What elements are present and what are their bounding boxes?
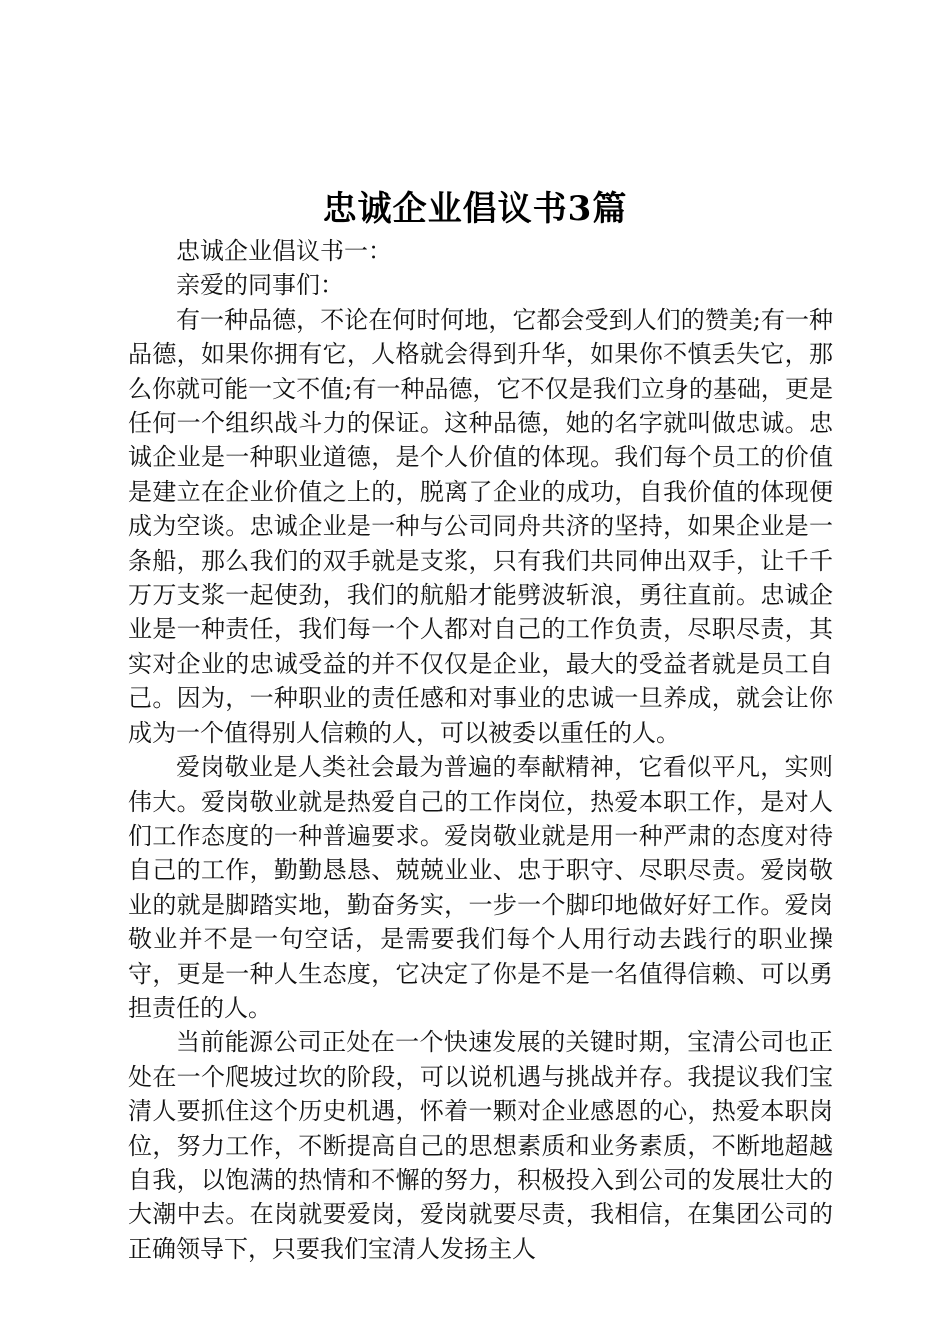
paragraph: 爱岗敬业是人类社会最为普遍的奉献精神，它看似平凡，实则伟大。爱岗敬业就是热爱自己的工作岗位，热爱本职工作，是对人们工作态度的一种普遍要求。爱岗敬业就是用一种严肃的态度对待自己的工作，勤勤恳恳、兢兢业业、忠于职守、尽职尽责。爱岗敬业的就是脚踏实地，勤奋务实，一步一个脚印地做好好工作。爱岗敬业并不是一句空话，是需要我们每个人用行动去践行的职业操守，更是一种人生态度，它决定了你是不是一名值得信赖、可以勇担责任的人。	[128, 753, 833, 1022]
paragraph-salutation: 亲爱的同事们：	[176, 271, 344, 300]
document-body	[128, 234, 833, 1266]
paragraph: 有一种品德，不论在何时何地，它都会受到人们的赞美;有一种品德，如果你拥有它，人格就会得到升华，如果你不慎丢失它，那么你就可能一文不值;有一种品德，它不仅是我们立身的基础，更是任何一个组织战斗力的保证。这种品德，她的名字就叫做忠诚。忠诚企业是一种职业道德，是个人价值的体现。我们每个员工的价值是建立在企业价值之上的，脱离了企业的成功，自我价值的体现便成为空谈。忠诚企业是一种与公司同舟共济的坚持，如果企业是一条船，那么我们的双手就是支浆，只有我们共同伸出双手，让千千万万支浆一起使劲，我们的航船才能劈波斩浪，勇往直前。忠诚企业是一种责任，我们每一个人都对自己的工作负责，尽职尽责，其实对企业的忠诚受益的并不仅仅是企业，最大的受益者就是员工自己。因为，一种职业的责任感和对事业的忠诚一旦养成，就会让你成为一个值得别人信赖的人，可以被委以重任的人。	[128, 305, 833, 747]
paragraph-heading: 忠诚企业倡议书一：	[176, 237, 392, 265]
document-title: 忠诚企业倡议书3篇	[322, 189, 628, 229]
paragraph: 当前能源公司正处在一个快速发展的关键时期，宝清公司也正处在一个爬坡过坎的阶段，可以说机遇与挑战并存。我提议我们宝清人要抓住这个历史机遇，怀着一颗对企业感恩的心，热爱本职岗位，努力工作，不断提高自己的思想素质和业务素质，不断地超越自我，以饱满的热情和不懈的努力，积极投入到公司的发展壮大的大潮中去。在岗就要爱岗，爱岗就要尽责，我相信，在集团公司的正确领导下，只要我们宝清人发扬主人	[128, 1028, 833, 1263]
